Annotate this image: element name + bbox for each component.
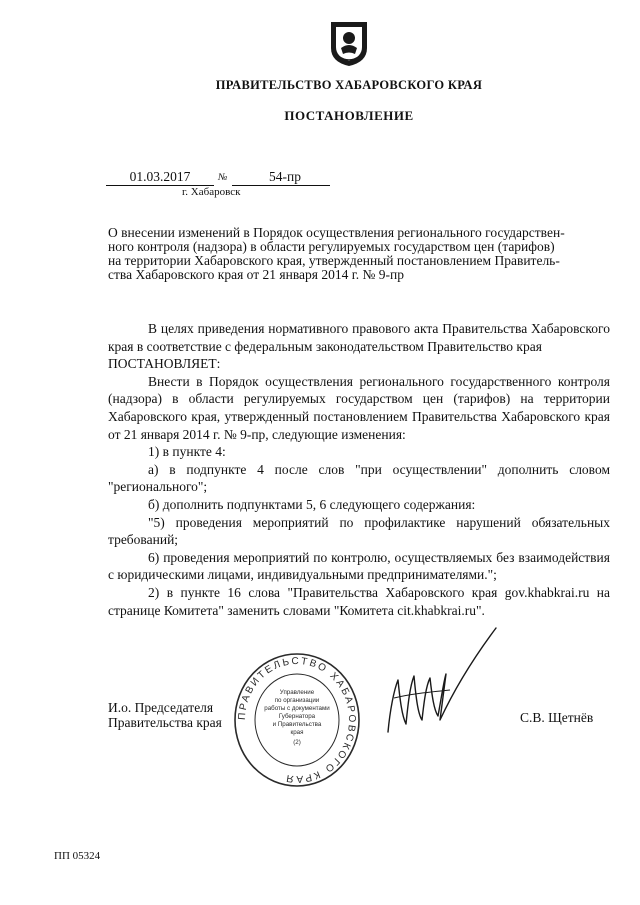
body-paragraph: 2) в пункте 16 слова "Правительства Хабаровского края gov.khabkrai.ru на странице Комитета" заменить словами "Комитета cit.khabkrai.ru".	[108, 584, 610, 618]
subject-line: О внесении изменений в Порядок осуществления регионального государствен-	[108, 225, 565, 240]
body-paragraph: 1) в пункте 4:	[148, 444, 226, 460]
signer-name: С.В. Щетнёв	[520, 710, 594, 725]
document-date: 01.03.2017	[106, 168, 214, 186]
preamble-paragraph: В целях приведения нормативного правового акта Правительства Хабаровского края в соответствие с федеральным законодательством Правительство края	[108, 321, 610, 354]
stamp-center-text: края	[290, 729, 304, 736]
body-paragraph: 6) проведения мероприятий по контролю, осуществляемых без взаимодействия с юридическими лицами, индивидуальными предпринимателями.";	[108, 549, 610, 583]
document-body	[108, 320, 610, 619]
position-line: И.о. Председателя	[108, 700, 214, 715]
subject-line: ства Хабаровского края от 21 января 2014 г. № 9-пр	[108, 267, 404, 282]
official-stamp	[232, 650, 362, 790]
subject-line: на территории Хабаровского края, утвержденный постановлением Правитель-	[108, 253, 560, 268]
body-paragraph: "5) проведения мероприятий по профилактике нарушений обязательных требований;	[108, 514, 610, 548]
footer-code: ПП 05324	[54, 850, 101, 862]
body-paragraph: б) дополнить подпунктами 5, 6 следующего содержания:	[148, 496, 476, 512]
document-subject	[108, 226, 628, 282]
body-paragraph: Внести в Порядок осуществления регионального государственного контроля (надзора) в области регулируемых государством цен (тарифов) на территории Хабаровского края, утвержденный постановлением Правительства Хабаровского края от 21 января 2014 г. № 9-пр, следующие изменения:	[108, 373, 610, 442]
stamp-center-text: Губернатора	[278, 713, 316, 720]
document-type: ПОСТАНОВЛЕНИЕ	[284, 108, 414, 123]
stamp-center-text: Управление	[279, 689, 315, 696]
stamp-center-text: работы с документами	[264, 705, 330, 712]
stamp-center-text: (2)	[293, 739, 301, 746]
subject-line: ного контроля (надзора) в области регулируемых государством цен (тарифов)	[108, 239, 555, 254]
signatory-position	[108, 700, 222, 730]
coat-of-arms-icon	[327, 18, 371, 68]
stamp-center-text: по организации	[274, 697, 320, 704]
document-number: 54-пр	[232, 168, 330, 186]
city: г. Хабаровск	[182, 186, 241, 198]
position-line: Правительства края	[108, 715, 222, 730]
handwritten-signature	[380, 620, 500, 740]
resolves-heading: ПОСТАНОВЛЯЕТ:	[108, 356, 221, 372]
stamp-center-text: и Правительства	[272, 721, 322, 728]
body-paragraph: а) в подпункте 4 после слов "при осуществлении" дополнить словом "регионального";	[108, 461, 610, 495]
government-name: ПРАВИТЕЛЬСТВО ХАБАРОВСКОГО КРАЯ	[215, 78, 483, 92]
stamp-ring-text: ПРАВИТЕЛЬСТВО ХАБАРОВСКОГО КРАЯ	[236, 655, 358, 785]
number-sign: №	[218, 172, 228, 183]
